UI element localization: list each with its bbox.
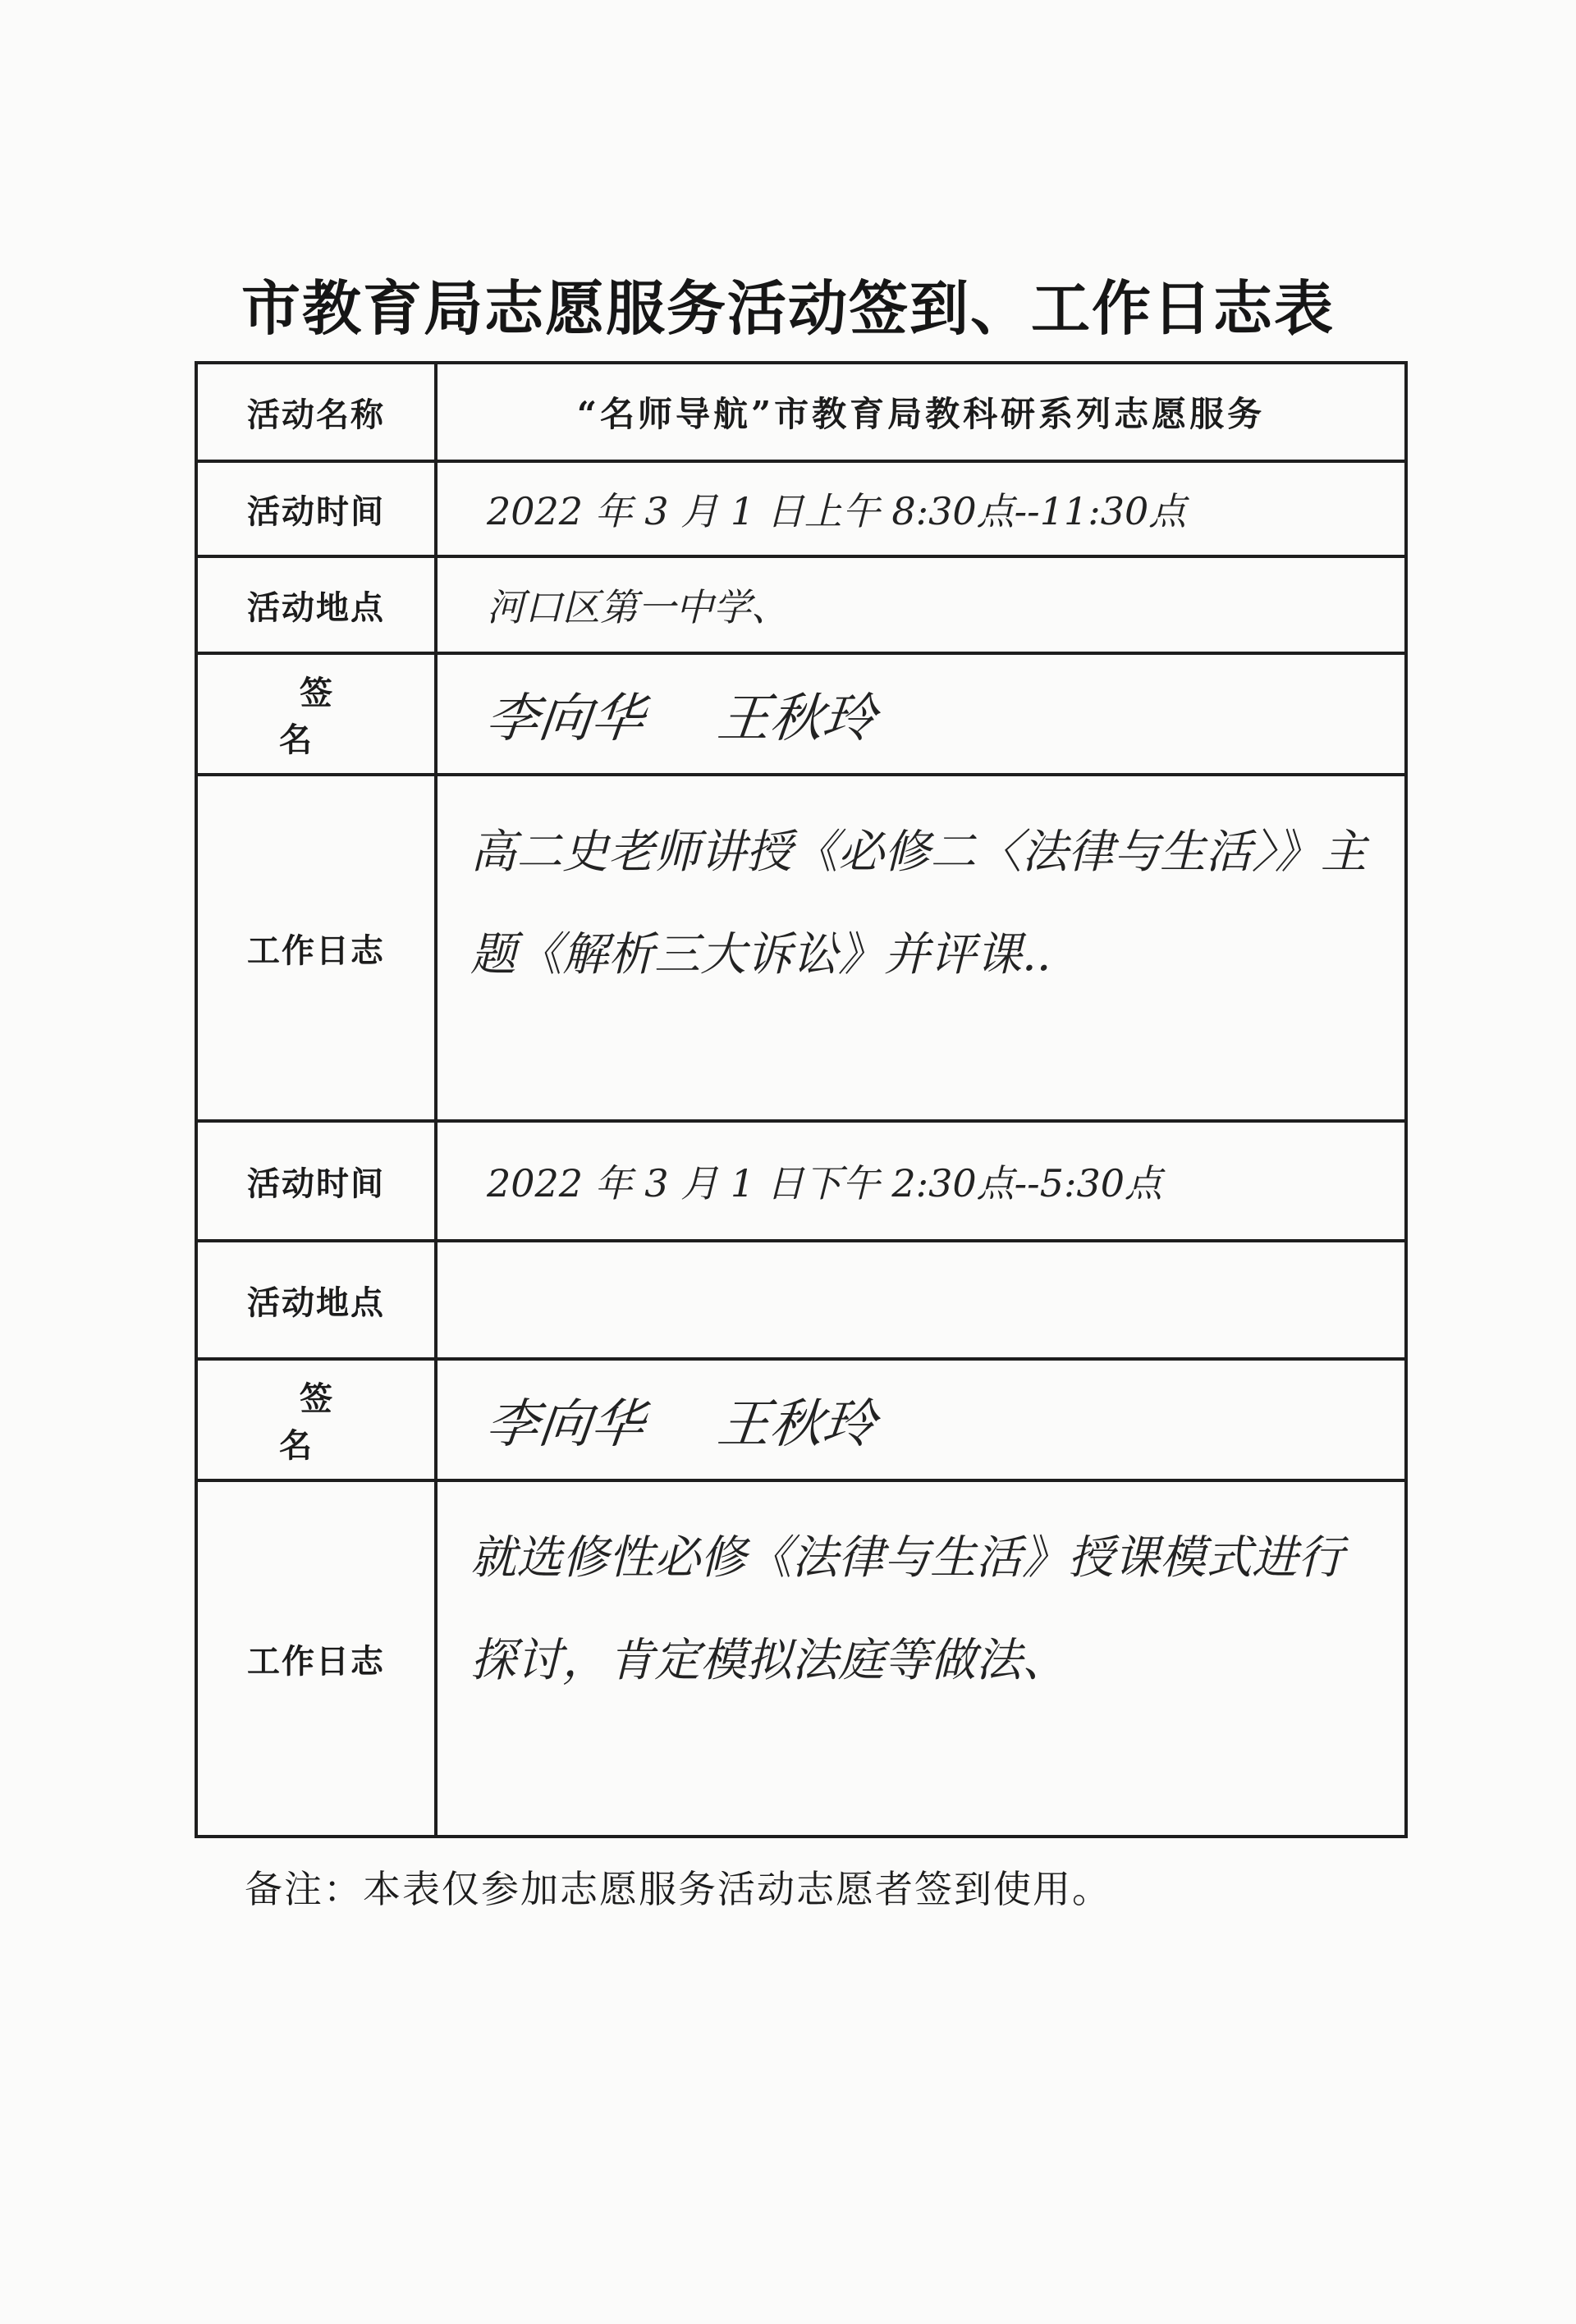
session1-sign-label: 签 名 bbox=[196, 653, 436, 775]
session1-place-value: 河口区第一中学、 bbox=[436, 556, 1406, 653]
activity-name-row bbox=[196, 363, 1406, 461]
session2-place-row bbox=[196, 1241, 1406, 1359]
session2-time-label: 活动时间 bbox=[196, 1121, 436, 1241]
session2-sign-label: 签 名 bbox=[196, 1359, 436, 1480]
session1-log-label: 工作日志 bbox=[196, 775, 436, 1121]
sign-in-log-table bbox=[195, 361, 1408, 1838]
session1-time-label: 活动时间 bbox=[196, 461, 436, 556]
session1-signatures bbox=[436, 653, 1406, 775]
session1-place-label: 活动地点 bbox=[196, 556, 436, 653]
session1-time-row bbox=[196, 461, 1406, 556]
session2-log-value: 就选修性必修《法律与生活》授课模式进行探讨，肯定模拟法庭等做法、 bbox=[436, 1480, 1406, 1837]
signature: 李向华 bbox=[483, 689, 648, 749]
footnote: 备注：本表仅参加志愿服务活动志愿者签到使用。 bbox=[245, 1867, 1111, 1911]
session2-place-value bbox=[436, 1241, 1406, 1359]
signature: 王秋玲 bbox=[714, 689, 879, 749]
session1-log-value: 高二史老师讲授《必修二〈法律与生活〉》主题《解析三大诉讼》并评课.. bbox=[436, 775, 1406, 1121]
session2-log-row bbox=[196, 1480, 1406, 1837]
session1-sign-row bbox=[196, 653, 1406, 775]
session2-sign-row bbox=[196, 1359, 1406, 1480]
session1-log-row bbox=[196, 775, 1406, 1121]
session2-time-row bbox=[196, 1121, 1406, 1241]
session1-time-value: 2022 年 3 月 1 日上午 8:30点--11:30点 bbox=[436, 461, 1406, 556]
signature: 李向华 bbox=[483, 1394, 648, 1455]
session2-place-label: 活动地点 bbox=[196, 1241, 436, 1359]
session2-signatures bbox=[436, 1359, 1406, 1480]
session2-log-label: 工作日志 bbox=[196, 1480, 436, 1837]
session1-place-row bbox=[196, 556, 1406, 653]
activity-name-label: 活动名称 bbox=[196, 363, 436, 461]
page-title: 市教育局志愿服务活动签到、工作日志表 bbox=[241, 273, 1335, 343]
session2-time-value: 2022 年 3 月 1 日下午 2:30点--5:30点 bbox=[436, 1121, 1406, 1241]
activity-name-value: “名师导航”市教育局教科研系列志愿服务 bbox=[436, 363, 1406, 461]
signature: 王秋玲 bbox=[714, 1394, 879, 1455]
